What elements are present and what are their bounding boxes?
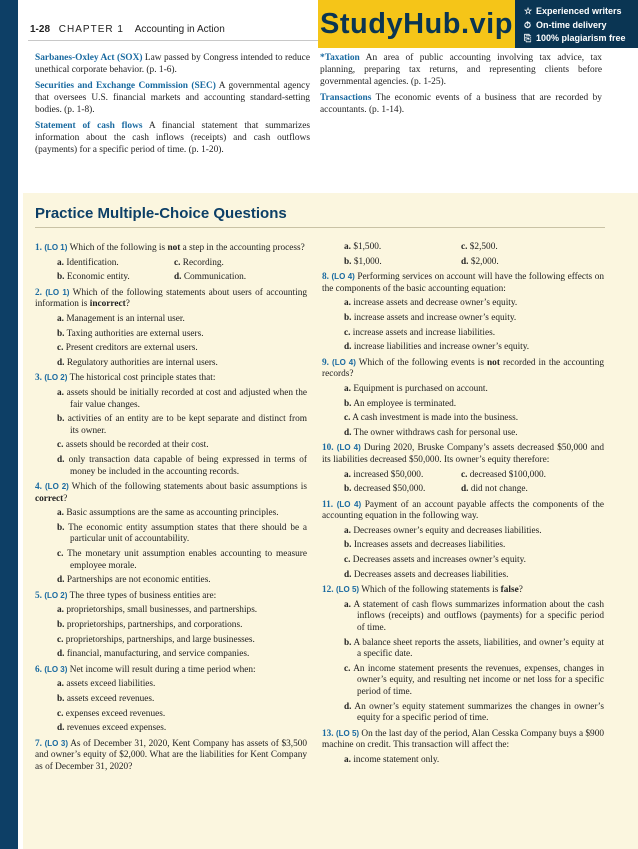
copy-icon: ⎘ (524, 33, 532, 43)
option-row (344, 257, 604, 269)
option-a[interactable]: a. Equipment is purchased on account. (344, 383, 488, 394)
question-12: 12. (LO 5) Which of the following statements is false? (322, 585, 523, 596)
option-c[interactable]: c. An income statement presents the revenues, expenses, changes in owner’s equity, and resulting net income or net loss for a specific period of time. (344, 663, 604, 697)
option-a[interactable]: a. assets should be initially recorded at cost and adjusted when the fair value changes. (57, 387, 308, 410)
brand-logo[interactable]: StudyHub.vip (318, 0, 515, 48)
option-d[interactable]: d. revenues exceed expenses. (57, 723, 167, 734)
glossary-right-column (320, 52, 602, 120)
glossary-entry: *Taxation An area of public accounting involving tax advice, tax planning, preparing tax returns, and representing clients before governmental agencies. (p. 1-25). (320, 53, 602, 87)
promo-banner[interactable] (318, 0, 638, 48)
option-c[interactable]: c. proprietorships, partnerships, and large businesses. (57, 634, 255, 645)
glossary-entry: Transactions The economic events of a business that are recorded by accountants. (p. 1-14). (320, 93, 602, 115)
option-a[interactable]: a. increase assets and decrease owner’s equity. (344, 298, 518, 309)
option-c[interactable]: c. The monetary unit assumption enables accounting to measure employee morale. (57, 549, 307, 571)
header-rule (28, 40, 318, 41)
glossary-term: *Taxation (320, 53, 360, 63)
option-b[interactable]: b. An employee is terminated. (344, 398, 457, 409)
option-b[interactable]: b. The economic entity assumption states that there should be a particular unit of accountability. (57, 522, 307, 545)
questions-left-column (35, 242, 307, 777)
option-b[interactable]: b. increase assets and increase owner’s equity. (344, 312, 517, 323)
option-c[interactable]: c. Recording. (174, 257, 224, 268)
option-row (57, 272, 307, 284)
glossary-entry: Securities and Exchange Commission (SEC) A governmental agency that oversees U.S. financial markets and accounting standard-setting bodies. (p. 1-8). (35, 81, 311, 115)
option-a[interactable]: a. increased $50,000. (344, 469, 424, 480)
glossary-term: Securities and Exchange Commission (SEC) (35, 81, 216, 91)
glossary-left-column (35, 52, 310, 160)
question-9: 9. (LO 4) Which of the following events is not recorded in the accounting records? (322, 357, 605, 380)
option-a[interactable]: a. Identification. (57, 257, 119, 268)
option-b[interactable]: b. Taxing authorities are external users. (57, 328, 204, 339)
option-c[interactable]: c. Decreases assets and increases owner’s equity. (344, 555, 526, 566)
question-8: 8. (LO 4) Performing services on account will have the following effects on the components of the basic accounting equation: (322, 272, 604, 294)
section-title: Practice Multiple-Choice Questions (35, 205, 287, 222)
option-d[interactable]: d. Communication. (174, 272, 247, 283)
option-a[interactable]: a. proprietorships, small businesses, and partnerships. (57, 605, 258, 616)
option-c[interactable]: c. decreased $100,000. (461, 469, 546, 480)
option-b[interactable]: b. assets exceed revenues. (57, 694, 155, 704)
question-13: 13. (LO 5) On the last day of the period, Alan Cesska Company buys a $900 machine on credit. This transaction will affect the: (322, 728, 605, 751)
option-b[interactable]: b. Increases assets and decreases liabilities. (344, 540, 506, 551)
option-a[interactable]: a. Decreases owner’s equity and decreases liabilities. (344, 525, 542, 536)
question-10: 10. (LO 4) During 2020, Bruske Company’s assets decreased $50,000 and its liabilities decreased $50,000. Its owner’s equity therefore: (322, 443, 604, 465)
option-a[interactable]: a. Basic assumptions are the same as accounting principles. (57, 508, 279, 519)
option-b[interactable]: b. activities of an entity are to be kept separate and distinct from its owner. (57, 414, 308, 436)
question-6: 6. (LO 3) Net income will result during a time period when: (35, 664, 256, 675)
glossary-entry: Sarbanes-Oxley Act (SOX) Law passed by Congress intended to reduce unethical corporate behavior. (p. 1-6). (35, 53, 310, 75)
question-2: 2. (LO 1) Which of the following statements about users of accounting information is incorrect? (35, 287, 308, 310)
option-a[interactable]: a. Management is an internal user. (57, 313, 185, 324)
clock-icon: ⏱ (524, 19, 532, 30)
question-1: 1. (LO 1) Which of the following is not a step in the accounting process? (35, 243, 305, 253)
option-c[interactable]: c. $2,500. (461, 242, 498, 252)
question-3: 3. (LO 2) The historical cost principle states that: (35, 373, 216, 384)
option-d[interactable]: d. Partnerships are not economic entities. (57, 575, 211, 586)
option-d[interactable]: d. Regulatory authorities are internal users. (57, 357, 218, 368)
promo-feature: ⏱ On-time delivery (524, 19, 626, 33)
option-c[interactable]: c. assets should be recorded at their cost. (57, 440, 209, 451)
promo-features (524, 5, 626, 46)
question-11: 11. (LO 4) Payment of an account payable affects the components of the accounting equation in the following way. (322, 499, 604, 522)
question-5: 5. (LO 2) The three types of business entities are: (35, 590, 217, 601)
questions-right-column (322, 242, 604, 770)
option-c[interactable]: c. A cash investment is made into the business. (344, 413, 519, 424)
option-a[interactable]: a. assets exceed liabilities. (57, 679, 156, 690)
section-rule (35, 227, 605, 228)
option-d[interactable]: d. The owner withdraws cash for personal use. (344, 427, 518, 438)
running-header (30, 24, 225, 35)
star-icon: ☆ (524, 6, 533, 16)
option-a[interactable]: a. $1,500. (344, 242, 382, 252)
option-b[interactable]: b. Economic entity. (57, 272, 130, 283)
option-c[interactable]: c. expenses exceed revenues. (57, 708, 166, 719)
option-d[interactable]: d. $2,000. (461, 256, 499, 267)
page-number: 1-28 (30, 24, 51, 35)
chapter-label: CHAPTER 1 (58, 24, 124, 35)
promo-feature: ⎘ 100% plagiarism free (524, 32, 626, 46)
option-a[interactable]: a. A statement of cash flows summarizes information about the cash inflows (receipts) and outflows (payments) for a specific period of time. (344, 599, 604, 634)
question-7: 7. (LO 3) As of December 31, 2020, Kent Company has assets of $3,500 and owner’s equity of $2,000. What are the liabilities for Kent Company as of December 31, 2020? (35, 738, 308, 772)
option-d[interactable]: d. only transaction data capable of being expressed in terms of money be included in the accounting records. (57, 454, 307, 477)
glossary-term: Statement of cash flows (35, 121, 143, 131)
option-a[interactable]: a. income statement only. (344, 754, 440, 765)
option-d[interactable]: d. Decreases assets and decreases liabilities. (344, 569, 509, 580)
question-4: 4. (LO 2) Which of the following statements about basic assumptions is correct? (35, 482, 308, 504)
chapter-title: Accounting in Action (134, 24, 225, 35)
option-row (344, 242, 604, 254)
glossary-entry: Statement of cash flows A financial statement that summarizes information about the cash inflows (receipts) and cash outflows (payments) for a specific period of time. (p. 1-20). (35, 121, 310, 155)
option-row (344, 470, 604, 482)
option-row (344, 484, 604, 496)
option-d[interactable]: d. increase liabilities and increase owner’s equity. (344, 342, 530, 353)
promo-feature: ☆ Experienced writers (524, 5, 626, 19)
option-b[interactable]: b. proprietorships, partnerships, and corporations. (57, 620, 243, 631)
page-edge-band (0, 0, 18, 849)
glossary-term: Transactions (320, 93, 372, 103)
option-b[interactable]: b. decreased $50,000. (344, 484, 426, 495)
option-c[interactable]: c. Present creditors are external users. (57, 343, 198, 354)
option-b[interactable]: b. A balance sheet reports the assets, liabilities, and owner’s equity at a specific date. (344, 637, 604, 660)
option-c[interactable]: c. increase assets and increase liabilities. (344, 327, 496, 338)
option-d[interactable]: d. did not change. (461, 484, 528, 495)
option-row (57, 258, 307, 270)
option-d[interactable]: d. financial, manufacturing, and service companies. (57, 649, 250, 660)
option-b[interactable]: b. $1,000. (344, 256, 382, 267)
glossary-term: Sarbanes-Oxley Act (SOX) (35, 53, 143, 63)
option-d[interactable]: d. An owner’s equity statement summarizes the changes in owner’s equity for a specific period of time. (344, 701, 604, 724)
